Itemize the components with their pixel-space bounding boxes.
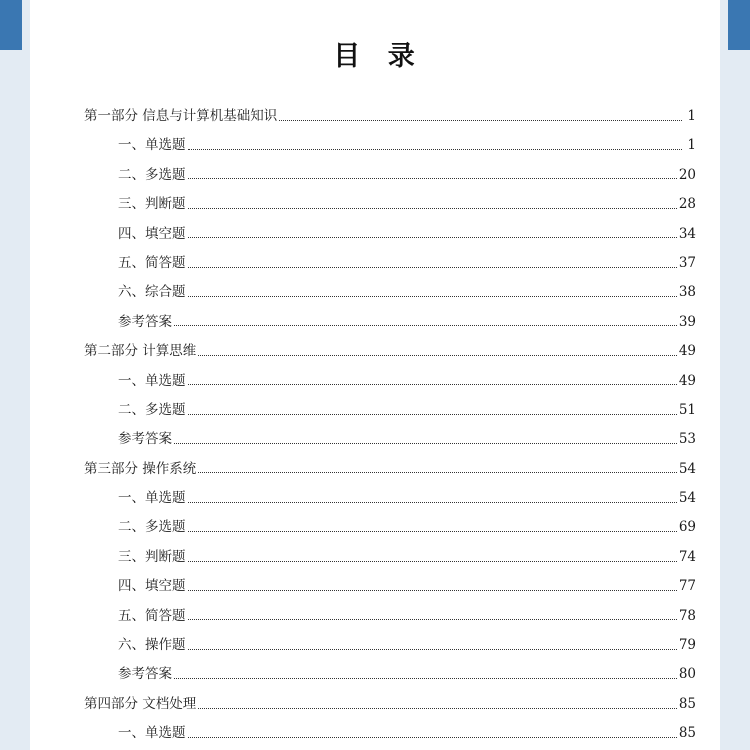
toc-entry-label: 第二部分 计算思维 <box>84 343 197 360</box>
toc-entry-label: 参考答案 <box>118 313 172 330</box>
dot-leader <box>174 677 677 679</box>
dot-leader <box>188 530 677 532</box>
toc-entry-label: 第一部分 信息与计算机基础知识 <box>84 108 278 124</box>
dot-leader <box>188 295 677 297</box>
toc-entry-label: 第四部分 文档处理 <box>84 695 197 712</box>
dot-leader <box>279 119 682 121</box>
dot-leader <box>198 707 677 709</box>
toc-entry-page-number: 85 <box>678 725 696 742</box>
toc-part-entry[interactable] <box>84 102 696 131</box>
toc-entry-page-number: 80 <box>678 666 696 683</box>
toc-section-entry[interactable] <box>84 396 696 425</box>
toc-part-entry[interactable] <box>84 690 696 719</box>
toc-entry-page-number: 54 <box>678 490 696 507</box>
document-page <box>30 0 720 750</box>
dot-leader <box>188 589 677 591</box>
toc-entry-label: 参考答案 <box>118 666 172 683</box>
toc-entry-page-number: 69 <box>678 519 696 536</box>
toc-entry-label: 一、单选题 <box>118 372 186 389</box>
toc-entry-page-number: 51 <box>678 401 696 418</box>
toc-entry-page-number: 79 <box>678 637 696 654</box>
toc-entry-label: 四、填空题 <box>118 578 186 595</box>
dot-leader <box>174 324 677 326</box>
toc-part-entry[interactable] <box>84 455 696 484</box>
toc-entry-page-number: 49 <box>678 372 696 389</box>
dot-leader <box>188 618 677 620</box>
toc-section-entry[interactable] <box>84 484 696 513</box>
page-frame-left <box>0 0 30 750</box>
dot-leader <box>188 501 677 503</box>
dot-leader <box>188 413 677 415</box>
dot-leader <box>188 207 677 209</box>
toc-entry-label: 五、简答题 <box>118 254 186 271</box>
toc-section-entry[interactable] <box>84 131 696 160</box>
dot-leader <box>188 236 677 238</box>
toc-entry-label: 第三部分 操作系统 <box>84 460 197 477</box>
toc-entry-page-number: 85 <box>678 695 696 712</box>
dot-leader <box>188 560 677 562</box>
toc-section-entry[interactable] <box>84 543 696 572</box>
dot-leader <box>188 383 677 385</box>
toc-entry-label: 六、综合题 <box>118 284 186 301</box>
frame-accent-right <box>728 0 750 50</box>
toc-section-entry[interactable] <box>84 602 696 631</box>
toc-entry-label: 一、单选题 <box>118 137 186 154</box>
toc-entry-page-number: 28 <box>678 196 696 213</box>
dot-leader <box>188 266 677 268</box>
dot-leader <box>198 354 677 356</box>
toc-entry-page-number: 1 <box>687 137 696 154</box>
toc-section-entry[interactable] <box>84 161 696 190</box>
toc-section-entry[interactable] <box>84 572 696 601</box>
toc-entry-page-number: 39 <box>678 313 696 330</box>
dot-leader <box>174 442 677 444</box>
toc-entry-page-number: 38 <box>678 284 696 301</box>
page-title: 目 录 <box>333 41 417 72</box>
toc-section-entry[interactable] <box>84 249 696 278</box>
toc-entry-page-number: 20 <box>678 166 696 183</box>
toc-entry-label: 参考答案 <box>118 431 172 448</box>
toc-section-entry[interactable] <box>84 719 696 748</box>
toc-entry-label: 二、多选题 <box>118 401 186 418</box>
toc-section-entry[interactable] <box>84 513 696 542</box>
toc-entry-label: 六、操作题 <box>118 637 186 654</box>
page-frame-right <box>720 0 750 750</box>
toc-entry-page-number: 54 <box>678 460 696 477</box>
toc-entry-label: 一、单选题 <box>118 490 186 507</box>
toc-entry-label: 三、判断题 <box>118 548 186 565</box>
table-of-contents <box>84 102 696 749</box>
toc-entry-label: 四、填空题 <box>118 225 186 242</box>
frame-accent-left <box>0 0 22 50</box>
dot-leader <box>188 736 677 738</box>
toc-entry-page-number: 74 <box>678 548 696 565</box>
toc-entry-label: 三、判断题 <box>118 196 186 213</box>
toc-section-entry[interactable] <box>84 308 696 337</box>
toc-entry-label: 一、单选题 <box>118 725 186 742</box>
toc-section-entry[interactable] <box>84 660 696 689</box>
toc-entry-label: 二、多选题 <box>118 519 186 536</box>
toc-section-entry[interactable] <box>84 425 696 454</box>
toc-entry-page-number: 34 <box>678 225 696 242</box>
toc-entry-page-number: 49 <box>678 343 696 360</box>
toc-entry-page-number: 77 <box>678 578 696 595</box>
toc-entry-page-number: 53 <box>678 431 696 448</box>
toc-section-entry[interactable] <box>84 220 696 249</box>
toc-section-entry[interactable] <box>84 190 696 219</box>
toc-entry-page-number: 78 <box>678 607 696 624</box>
toc-section-entry[interactable] <box>84 631 696 660</box>
toc-section-entry[interactable] <box>84 278 696 307</box>
toc-entry-label: 二、多选题 <box>118 166 186 183</box>
toc-section-entry[interactable] <box>84 367 696 396</box>
toc-part-entry[interactable] <box>84 337 696 366</box>
toc-entry-label: 五、简答题 <box>118 607 186 624</box>
toc-entry-page-number: 1 <box>687 108 696 124</box>
dot-leader <box>188 148 683 150</box>
dot-leader <box>188 648 677 650</box>
dot-leader <box>198 471 677 473</box>
toc-entry-page-number: 37 <box>678 254 696 271</box>
dot-leader <box>188 177 677 179</box>
